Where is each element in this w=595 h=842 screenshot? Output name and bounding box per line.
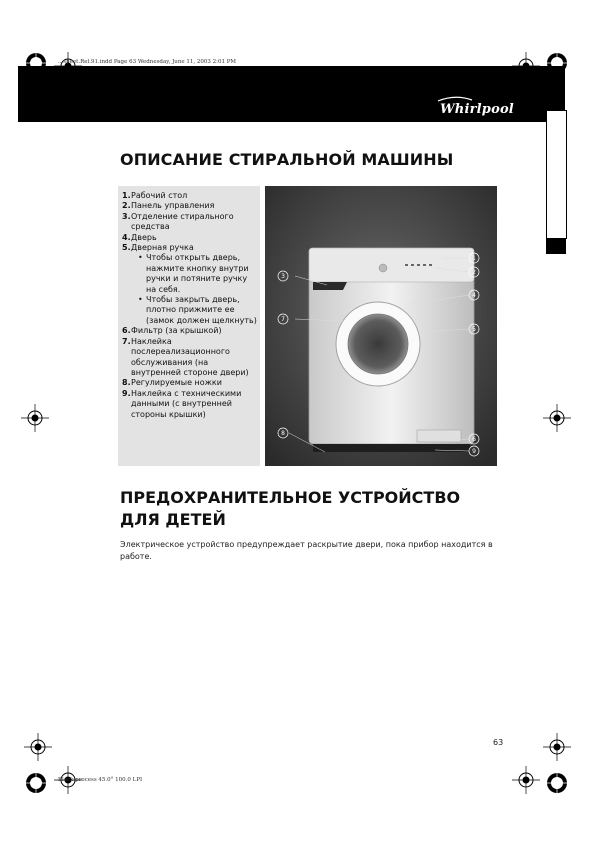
list-item: 4. Дверь bbox=[122, 232, 157, 242]
svg-text:8: 8 bbox=[281, 430, 285, 437]
list-item: 2. Панель управления bbox=[122, 201, 215, 211]
brand-logo: Whirlpool bbox=[440, 102, 514, 117]
svg-text:3: 3 bbox=[281, 273, 285, 280]
side-tab bbox=[546, 110, 567, 239]
svg-text:1: 1 bbox=[472, 255, 476, 262]
section-title: ПРЕДОХРАНИТЕЛЬНОЕ УСТРОЙСТВО ДЛЯ ДЕТЕЙ bbox=[120, 488, 461, 529]
list-item: 3. Отделение стирального средства bbox=[122, 211, 234, 232]
registration-mark-icon bbox=[543, 733, 571, 761]
body-paragraph: Электрическое устройство предупреждает раскрытие двери, пока прибор находится в работе. bbox=[120, 540, 493, 561]
registration-mark-icon bbox=[24, 733, 52, 761]
list-subitem: • Чтобы открыть дверь, нажмите кнопку внутри ручки и потяните ручку на себя. bbox=[138, 253, 249, 294]
page-number: 63 bbox=[493, 738, 504, 747]
list-item: 8. Регулируемые ножки bbox=[122, 378, 222, 388]
registration-mark-icon bbox=[543, 404, 571, 432]
svg-text:4: 4 bbox=[472, 292, 476, 299]
washing-machine-photo bbox=[265, 186, 497, 466]
registration-mark-icon bbox=[21, 404, 49, 432]
svg-text:5: 5 bbox=[472, 326, 476, 333]
header-slug: ...sheet.Rel.91.indd Page 63 Wednesday, June 11, 2003 2:01 PM bbox=[58, 59, 237, 65]
registration-mark-icon bbox=[543, 769, 571, 797]
list-item: 7. Наклейка послереализационного обслуживания (на внутренней стороне двери) bbox=[122, 336, 249, 377]
list-item: 5. Дверная ручка bbox=[122, 243, 194, 253]
svg-text:9: 9 bbox=[472, 448, 476, 455]
list-item: 9. Наклейка с техническими данными (с внутренней стороны крышки) bbox=[122, 388, 242, 419]
footer-slug: Black process 45.0° 100.0 LPI bbox=[58, 777, 143, 783]
svg-text:2: 2 bbox=[472, 269, 476, 276]
parts-list bbox=[122, 191, 258, 420]
registration-mark-icon bbox=[512, 766, 540, 794]
list-item: 1. Рабочий стол bbox=[122, 191, 188, 200]
section-title: ОПИСАНИЕ СТИРАЛЬНОЙ МАШИНЫ bbox=[120, 150, 454, 169]
list-subitem: • Чтобы закрыть дверь, плотно прижмите ее (замок должен щелкнуть) bbox=[138, 295, 257, 325]
side-tab-marker bbox=[546, 238, 566, 254]
svg-text:6: 6 bbox=[472, 436, 476, 443]
registration-mark-icon bbox=[22, 769, 50, 797]
list-item: 6. Фильтр (за крышкой) bbox=[122, 326, 222, 336]
svg-text:7: 7 bbox=[281, 316, 285, 323]
